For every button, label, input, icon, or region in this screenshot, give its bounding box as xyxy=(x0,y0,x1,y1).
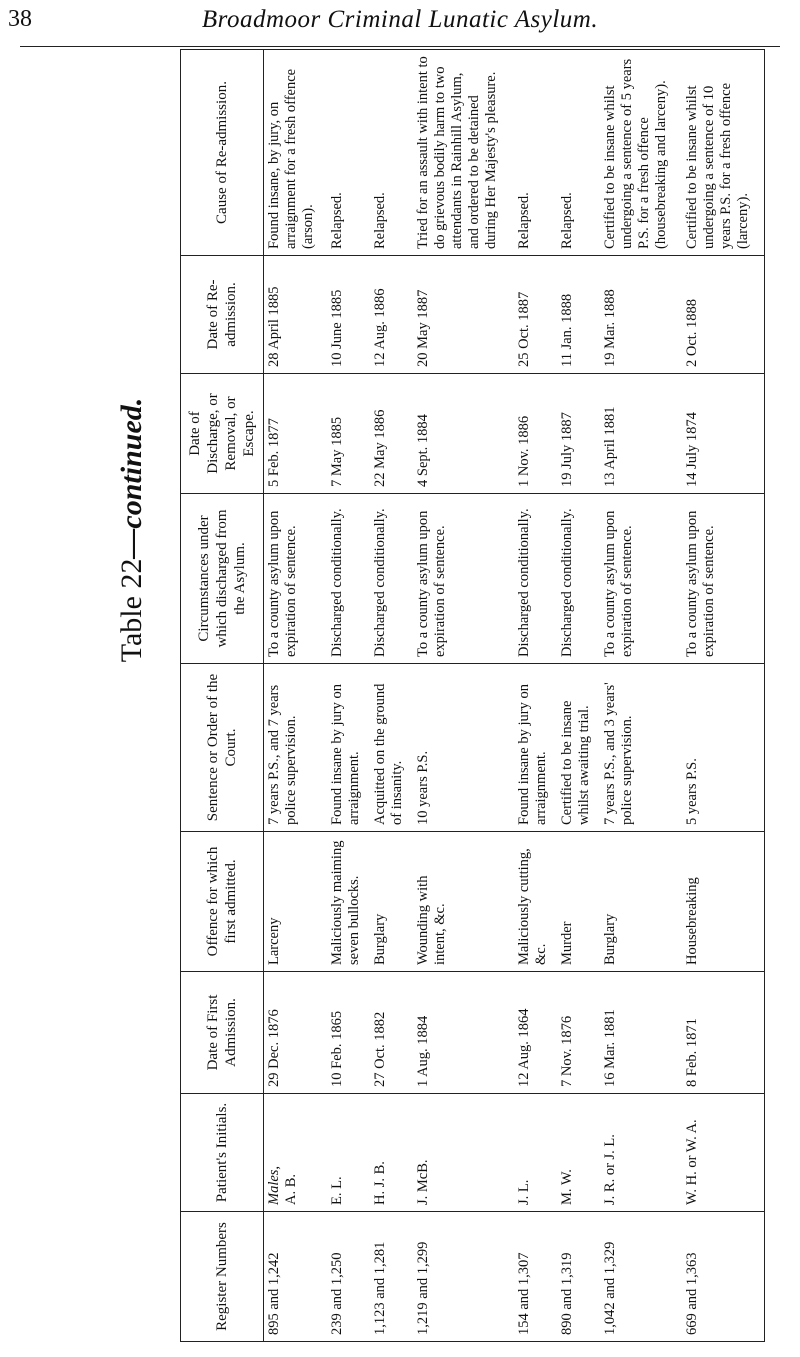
cell-text: Found insane by jury on arraignment. xyxy=(515,684,549,825)
patient-initials-cell xyxy=(413,1094,514,1212)
cell-text: Murder xyxy=(559,921,576,965)
discharge-date-cell xyxy=(413,374,514,494)
col-header: Offence for which first admitted. xyxy=(181,832,264,972)
table-row xyxy=(327,50,370,1342)
cell-text: Discharged conditionally. xyxy=(515,508,532,657)
cell-text: 4 Sept. 1884 xyxy=(414,414,431,487)
cell-text: 5 years P.S. xyxy=(684,758,701,825)
offence-cell xyxy=(264,832,327,972)
cell-text: 14 July 1874 xyxy=(684,412,701,487)
cell-text: 239 and 1,250 xyxy=(328,1252,345,1335)
cell-text: 5 Feb. 1877 xyxy=(266,418,282,487)
table-caption xyxy=(115,398,149,663)
table-row xyxy=(370,50,413,1342)
discharge-date-cell xyxy=(327,374,370,494)
discharge-circumstances-cell xyxy=(264,494,327,664)
discharge-date-cell xyxy=(557,374,600,494)
header-rule xyxy=(20,46,780,47)
cell-text: Certified to be insane whilst undergoing a sentence of 10 years P.S. for a fresh offence (larceny). xyxy=(684,82,752,249)
cell-text: Acquitted on the ground of insanity. xyxy=(371,683,405,825)
caption-suffix: —continued. xyxy=(115,397,148,559)
cell-text: 154 and 1,307 xyxy=(515,1252,532,1335)
discharge-date-cell xyxy=(682,374,764,494)
col-header: Sentence or Order of the Court. xyxy=(181,664,264,832)
discharge-date-cell xyxy=(370,374,413,494)
cell-text: Found insane, by jury, on arraignment for a fresh offence (arson). xyxy=(266,68,316,249)
cell-text: Certified to be insane whilst undergoing a sentence of 5 years P.S. for a fresh offence (housebreaking and larceny). xyxy=(602,58,670,249)
cell-text: 10 Feb. 1865 xyxy=(328,1010,345,1087)
cell-text: Larceny xyxy=(266,917,282,965)
first-admission-date-cell xyxy=(264,972,327,1094)
readmission-cause-cell xyxy=(264,50,327,256)
discharge-date-cell xyxy=(600,374,682,494)
discharge-circumstances-cell xyxy=(600,494,682,664)
cell-text: J. McB. xyxy=(414,1159,431,1205)
discharge-circumstances-cell xyxy=(514,494,557,664)
col-header: Date of Re-admission. xyxy=(181,256,264,374)
page-number: 38 xyxy=(8,6,32,32)
cell-text: 1 Aug. 1884 xyxy=(414,1015,431,1087)
readmission-date-cell xyxy=(557,256,600,374)
cell-text: 27 Oct. 1882 xyxy=(371,1011,388,1087)
first-admission-date-cell xyxy=(327,972,370,1094)
readmission-date-cell xyxy=(264,256,327,374)
section-label: Males, xyxy=(266,1165,282,1205)
patient-initials-cell xyxy=(514,1094,557,1212)
cell-text: 7 years P.S., and 3 years' police supervision. xyxy=(602,682,636,825)
cell-text: Relapsed. xyxy=(371,192,388,249)
cell-text: J. L. xyxy=(515,1179,532,1205)
cell-text: 1,219 and 1,299 xyxy=(414,1241,431,1335)
sentence-cell xyxy=(514,664,557,832)
table-row xyxy=(557,50,600,1342)
cell-text: Relapsed. xyxy=(515,192,532,249)
readmission-cause-cell xyxy=(600,50,682,256)
discharge-date-cell xyxy=(514,374,557,494)
header-row xyxy=(181,50,264,1342)
sentence-cell xyxy=(682,664,764,832)
cell-text: To a county asylum upon expiration of sentence. xyxy=(414,510,448,657)
cell-text: Burglary xyxy=(371,913,388,965)
offence-cell xyxy=(557,832,600,972)
register-numbers-cell xyxy=(413,1212,514,1342)
cell-text: 19 Mar. 1888 xyxy=(602,289,619,367)
readmission-cause-cell xyxy=(370,50,413,256)
cell-text: 29 Dec. 1876 xyxy=(266,1009,282,1087)
cell-text: H. J. B. xyxy=(371,1161,388,1205)
sentence-cell xyxy=(600,664,682,832)
cell-text: 2 Oct. 1888 xyxy=(684,298,701,367)
readmission-cause-cell xyxy=(557,50,600,256)
cell-text: Maliciously cutting, &c. xyxy=(515,848,549,965)
cell-text: Certified to be insane whilst awaiting trial. xyxy=(559,700,593,825)
running-title: Broadmoor Criminal Lunatic Asylum. xyxy=(201,6,599,33)
col-header: Register Numbers xyxy=(181,1212,264,1342)
sentence-cell xyxy=(557,664,600,832)
register-numbers-cell xyxy=(370,1212,413,1342)
cell-text: 28 April 1885 xyxy=(266,286,282,367)
offence-cell xyxy=(413,832,514,972)
discharge-circumstances-cell xyxy=(682,494,764,664)
readmission-date-cell xyxy=(514,256,557,374)
sentence-cell xyxy=(370,664,413,832)
sentence-cell xyxy=(327,664,370,832)
register-numbers-cell xyxy=(264,1212,327,1342)
register-numbers-cell xyxy=(514,1212,557,1342)
cell-text: A. B. xyxy=(283,1173,299,1205)
register-numbers-cell xyxy=(600,1212,682,1342)
first-admission-date-cell xyxy=(514,972,557,1094)
cell-text: 10 June 1885 xyxy=(328,289,345,367)
first-admission-date-cell xyxy=(600,972,682,1094)
readmission-date-cell xyxy=(327,256,370,374)
first-admission-date-cell xyxy=(682,972,764,1094)
cell-text: 7 years P.S., and 7 years police supervision. xyxy=(266,684,299,825)
cell-text: W. H. or W. A. xyxy=(684,1119,701,1205)
cell-text: Housebreaking xyxy=(684,877,701,965)
cell-text: 10 years P.S. xyxy=(414,750,431,825)
col-header: Patient's Initials. xyxy=(181,1094,264,1212)
page-header xyxy=(0,0,800,56)
cell-text: To a county asylum upon expiration of sentence. xyxy=(602,510,636,657)
cell-text: Maliciously maiming seven bullocks. xyxy=(328,840,362,965)
cell-text: Tried for an assault with intent to do grievous bodily harm to two attendants in Rainhill Asylum, and ordered to be detained during Her Majesty's pleasure. xyxy=(414,56,499,249)
first-admission-date-cell xyxy=(557,972,600,1094)
col-header: Circumstances under which discharged from the Asylum. xyxy=(181,494,264,664)
table-row xyxy=(264,50,327,1342)
patient-initials-cell xyxy=(600,1094,682,1212)
discharge-date-cell xyxy=(264,374,327,494)
table-row xyxy=(413,50,514,1342)
readmission-cause-cell xyxy=(682,50,764,256)
cell-text: 20 May 1887 xyxy=(414,289,431,367)
discharge-circumstances-cell xyxy=(370,494,413,664)
first-admission-date-cell xyxy=(413,972,514,1094)
cell-text: Found insane by jury on arraignment. xyxy=(328,684,362,825)
table-row xyxy=(600,50,682,1342)
col-header: Date of First Admission. xyxy=(181,972,264,1094)
offence-cell xyxy=(682,832,764,972)
sentence-cell xyxy=(264,664,327,832)
first-admission-date-cell xyxy=(370,972,413,1094)
register-numbers-cell xyxy=(557,1212,600,1342)
cell-text: 890 and 1,319 xyxy=(559,1252,576,1335)
table-row xyxy=(514,50,557,1342)
readmission-date-cell xyxy=(682,256,764,374)
cell-text: 7 Nov. 1876 xyxy=(559,1015,576,1087)
cell-text: M. W. xyxy=(559,1169,576,1205)
cell-text: Burglary xyxy=(602,913,619,965)
cell-text: Relapsed. xyxy=(559,192,576,249)
patient-initials-cell xyxy=(682,1094,764,1212)
discharge-circumstances-cell xyxy=(413,494,514,664)
readmission-cause-cell xyxy=(514,50,557,256)
cell-text: 8 Feb. 1871 xyxy=(684,1018,701,1087)
offence-cell xyxy=(327,832,370,972)
patient-initials-cell xyxy=(557,1094,600,1212)
cell-text: 7 May 1885 xyxy=(328,416,345,487)
readmission-cause-cell xyxy=(413,50,514,256)
cell-text: E. L. xyxy=(328,1176,345,1205)
cell-text: Discharged conditionally. xyxy=(559,508,576,657)
offence-cell xyxy=(370,832,413,972)
cell-text: 12 Aug. 1864 xyxy=(515,1008,532,1087)
cell-text: 11 Jan. 1888 xyxy=(559,293,576,367)
patient-initials-cell xyxy=(327,1094,370,1212)
rotated-table-wrapper xyxy=(180,50,765,1342)
register-numbers-cell xyxy=(682,1212,764,1342)
discharge-circumstances-cell xyxy=(557,494,600,664)
col-header: Cause of Re-admission. xyxy=(181,50,264,256)
caption-prefix: Table 22 xyxy=(115,558,148,663)
cell-text: 22 May 1886 xyxy=(371,409,388,487)
cell-text: Discharged conditionally. xyxy=(371,508,388,657)
readmission-date-cell xyxy=(370,256,413,374)
table-body xyxy=(264,50,765,1342)
cell-text: 13 April 1881 xyxy=(602,406,619,487)
readmission-table xyxy=(180,49,765,1342)
cell-text: Wounding with intent, &c. xyxy=(414,875,448,965)
sentence-cell xyxy=(413,664,514,832)
cell-text: To a county asylum upon expiration of sentence. xyxy=(684,510,718,657)
register-numbers-cell xyxy=(327,1212,370,1342)
col-header: Date of Discharge, or Removal, or Escape. xyxy=(181,374,264,494)
patient-initials-cell xyxy=(264,1094,327,1212)
table-row xyxy=(682,50,764,1342)
readmission-date-cell xyxy=(413,256,514,374)
cell-text: Relapsed. xyxy=(328,192,345,249)
cell-text: 1,042 and 1,329 xyxy=(602,1241,619,1335)
cell-text: 895 and 1,242 xyxy=(266,1252,282,1335)
cell-text: 12 Aug. 1886 xyxy=(371,288,388,367)
cell-text: 25 Oct. 1887 xyxy=(515,291,532,367)
discharge-circumstances-cell xyxy=(327,494,370,664)
offence-cell xyxy=(514,832,557,972)
cell-text: Discharged conditionally. xyxy=(328,508,345,657)
readmission-date-cell xyxy=(600,256,682,374)
cell-text: 1 Nov. 1886 xyxy=(515,415,532,487)
cell-text: 19 July 1887 xyxy=(559,412,576,487)
offence-cell xyxy=(600,832,682,972)
cell-text: 669 and 1,363 xyxy=(684,1252,701,1335)
cell-text: J. R. or J. L. xyxy=(602,1134,619,1205)
cell-text: 16 Mar. 1881 xyxy=(602,1009,619,1087)
cell-text: 1,123 and 1,281 xyxy=(371,1241,388,1335)
patient-initials-cell xyxy=(370,1094,413,1212)
readmission-cause-cell xyxy=(327,50,370,256)
cell-text: To a county asylum upon expiration of sentence. xyxy=(266,510,299,657)
